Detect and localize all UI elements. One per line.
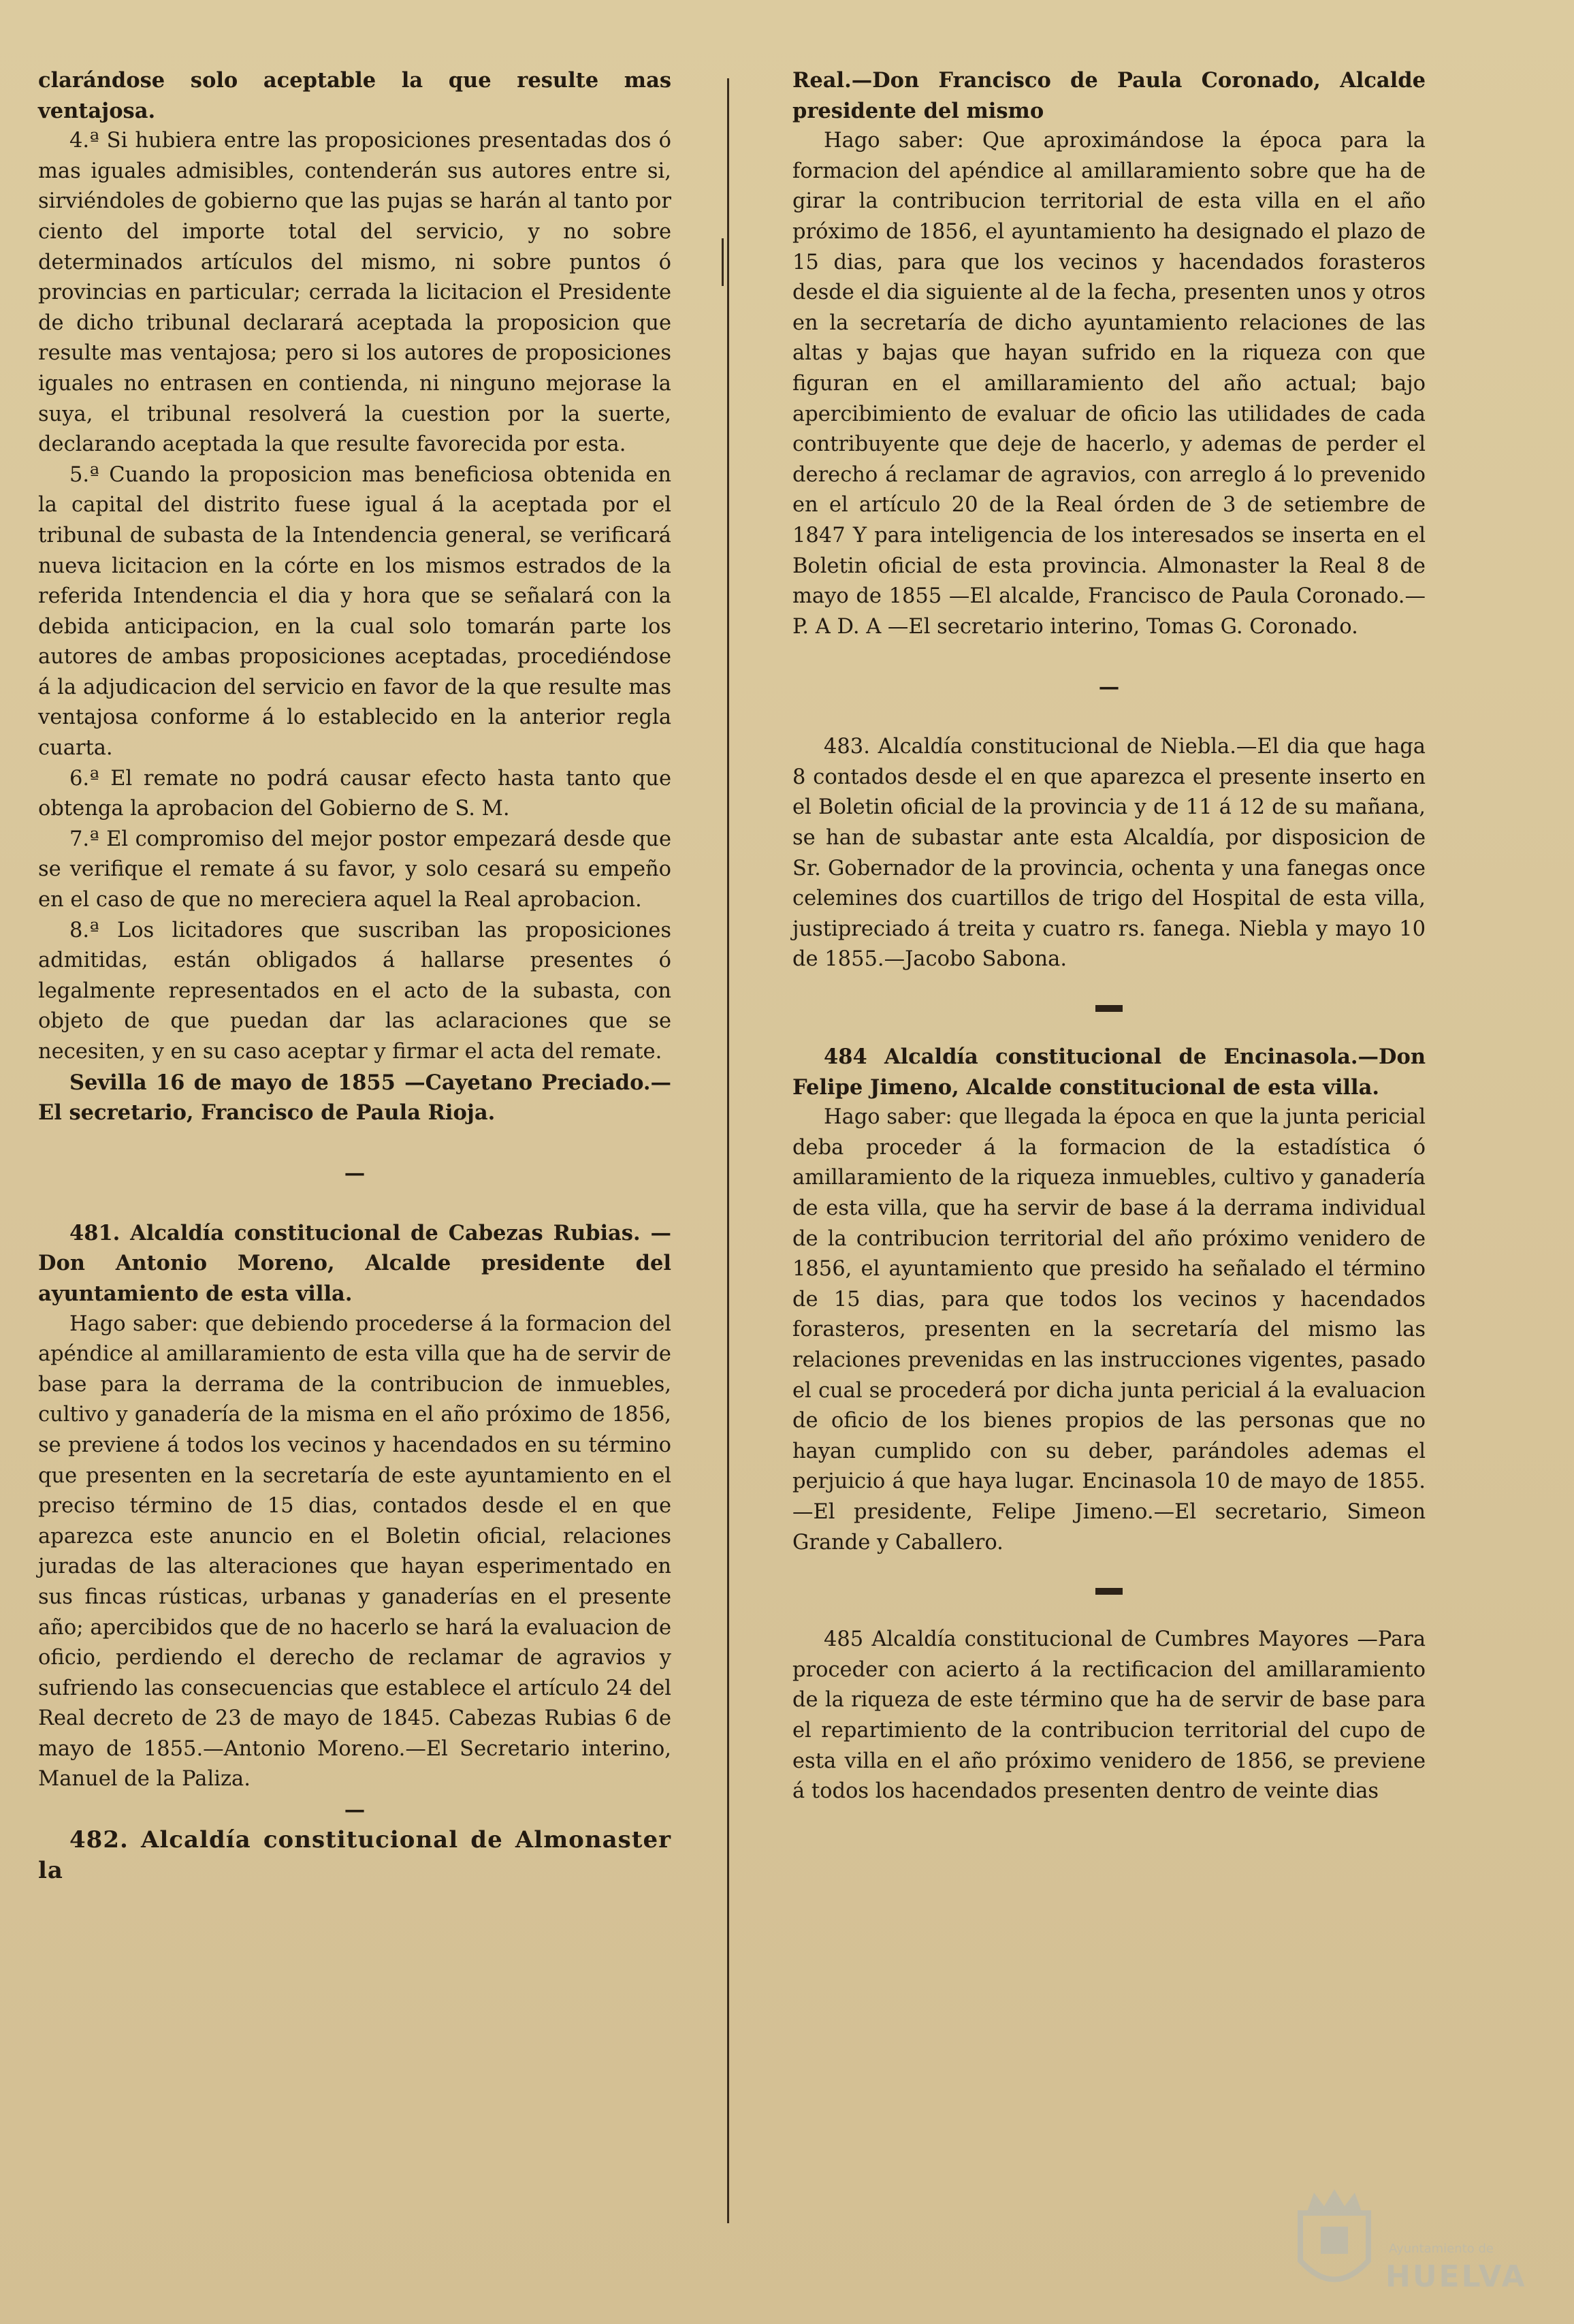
crest-icon <box>1294 2186 1375 2302</box>
section-separator: — <box>344 1798 366 1823</box>
notice-482-heading-cont: Real.—Don Francisco de Paula Coronado, Alcalde presidente del mismo <box>792 68 1426 123</box>
notice-481-body: Hago saber: que debiendo procederse á la formacion del apéndice al amillaramiento de esta villa que ha de servir de base para la derrama de la contribucion de inmuebles, cultivo y ganadería de la misma en el año próximo de 1856, se previene á todos los vecinos y hacendados en su término que presenten en la secretaría de este ayuntamiento en el preciso término de 15 dias, contados desde el en que aparezca este anuncio en el Boletin oficial, relaciones juradas de las alteraciones que hayan esperimentado en sus fincas rústicas, urbanas y ganaderías en el presente año; apercibidos que de no hacerlo se hará la evaluacion de oficio, perdiendo el derecho de reclamar de agravios y sufriendo las consecuencias que establece el artículo 24 del Real decreto de 23 de mayo de 1845. Cabezas Rubias 6 de mayo de 1855.—Antonio Moreno.—El Secretario interino, Manuel de la Paliza. <box>38 1311 671 1792</box>
notice-484-heading: 484 Alcaldía constitucional de Encinasola.—Don Felipe Jimeno, Alcalde constitucional de esta villa. <box>792 1045 1426 1100</box>
section-separator: — <box>344 1160 366 1185</box>
notice-484-body: Hago saber: que llegada la época en que la junta pericial deba proceder á la formacion de la estadística ó amillaramiento de la riqueza inmuebles, cultivo y ganadería de esta villa, que ha servir de base á la derrama individual de la contribucion territorial del año próximo venidero de 1856, el ayuntamiento que presido ha señalado el término de 15 dias, para que todos los vecinos y hacendados forasteros, presenten en la secretaría del mismo las relaciones prevenidas en las instrucciones vigentes, pasado el cual se procederá por dicha junta pericial á la evaluacion de oficio de los bienes propios de las personas que no hayan cumplido con su deber, parándoles ademas el perjuicio á que haya lugar. Encinasola 10 de mayo de 1855.—El presidente, Felipe Jimeno.—El secretario, Simeon Grande y Caballero. <box>792 1105 1426 1555</box>
rule-5: 5.ª Cuando la proposicion mas beneficiosa obtenida en la capital del distrito fuese igual á la aceptada por el tribunal de subasta de la Intendencia general, se verificará nueva licitacion en la córte en los mismos estrados de la referida Intendencia el dia y hora que se señalará con la debida anticipacion, en la cual solo tomarán parte los autores de ambas proposiciones aceptadas, procediéndose á la adjudicacion del servicio en favor de la que resulte mas ventajosa conforme á lo establecido en la anterior regla cuarta. <box>38 462 671 761</box>
column-divider <box>727 78 729 2223</box>
rule-8: 8.ª Los licitadores que suscriban las proposiciones admitidas, están obligados á hallarse presentes ó legalmente representados en el acto de la subasta, con objeto de que puedan dar las aclaraciones que se necesiten, y en su caso aceptar y firmar el acta del remate. <box>38 918 671 1064</box>
watermark-text: HUELVA <box>1385 2259 1527 2294</box>
column-divider-mark <box>722 238 724 286</box>
section-separator-mark <box>1095 1588 1123 1595</box>
notice-481-heading: 481. Alcaldía constitucional de Cabezas Rubias. —Don Antonio Moreno, Alcalde presidente del ayuntamiento de esta villa. <box>38 1220 671 1306</box>
section-separator: — <box>1098 675 1120 700</box>
rule-7: 7.ª El compromiso del mejor postor empezará desde que se verifique el remate á su favor, y solo cesará su empeño en el caso de que no mereciera aquel la Real aprobacion. <box>38 827 671 912</box>
left-column <box>38 65 671 1885</box>
notice-482-body: Hago saber: Que aproximándose la época para la formacion del apéndice al amillaramiento sobre que ha de girar la contribucion territorial de esta villa en el año próximo de 1856, el ayuntamiento ha designado el plazo de 15 dias, para que los vecinos y hacendados forasteros desde el dia siguiente al de la fecha, presenten unos y otros en la secretaría de dicho ayuntamiento relaciones de las altas y bajas que hayan sufrido en la riqueza con que figuran en el amillaramiento del año actual; bajo apercibimiento de evaluar de oficio las utilidades de cada contribuyente que deje de hacerlo, y ademas de perder el derecho á reclamar de agravios, con arreglo á lo prevenido en el artículo 20 de la Real órden de 3 de setiembre de 1847 Y para inteligencia de los interesados se inserta en el Boletin oficial de esta provincia. Almonaster la Real 8 de mayo de 1855 —El alcalde, Francisco de Paula Coronado.—P. A D. A —El secretario interino, Tomas G. Coronado. <box>792 129 1426 639</box>
huelva-watermark <box>1294 2179 1552 2315</box>
section-separator-mark <box>1095 1005 1123 1012</box>
rule-4: 4.ª Si hubiera entre las proposiciones presentadas dos ó mas iguales admisibles, contenderán sus autores entre si, sirviéndoles de gobierno que las pujas se harán al tanto por ciento del importe total del servicio, y no sobre determinados artículos del mismo, ni sobre puntos ó provincias en particular; cerrada la licitacion el Presidente de dicho tribunal declarará aceptada la proposicion que resulte mas ventajosa; pero si los autores de proposiciones iguales no entrasen en contienda, ni ninguno mejorase la suya, el tribunal resolverá la cuestion por la suerte, declarando aceptada la que resulte favorecida por esta. <box>38 129 671 457</box>
paragraph-continuation: clarándose solo aceptable la que resulte mas ventajosa. <box>38 68 671 123</box>
rule-6: 6.ª El remate no podrá causar efecto hasta tanto que obtenga la aprobacion del Gobierno de S. M. <box>38 766 671 821</box>
watermark-small-text: Ayuntamiento de <box>1389 2242 1494 2256</box>
notice-483: 483. Alcaldía constitucional de Niebla.—El dia que haga 8 contados desde el en que aparezca el presente inserto en el Boletin oficial de la provincia y de 11 á 12 de su mañana, se han de subastar ante esta Alcaldía, por disposicion de Sr. Gobernador de la provincia, ochenta y una fanegas once celemines dos cuartillos de trigo del Hospital de esta villa, justipreciado á treita y cuatro rs. fanega. Niebla y mayo 10 de 1855.—Jacobo Sabona. <box>792 735 1426 972</box>
notice-485: 485 Alcaldía constitucional de Cumbres Mayores —Para proceder con acierto á la rectificacion del amillaramiento de la riqueza de este término que ha de servir de base para el repartimiento de la contribucion territorial del cupo de esta villa en el año próximo venidero de 1856, se previene á todos los hacendados presenten dentro de veinte dias <box>792 1627 1426 1804</box>
signature-seville: Sevilla 16 de mayo de 1855 —Cayetano Preciado.—El secretario, Francisco de Paula Rioja. <box>38 1070 671 1126</box>
right-column <box>792 65 1426 1807</box>
notice-482-heading: 482. Alcaldía constitucional de Almonaster la <box>38 1826 671 1884</box>
